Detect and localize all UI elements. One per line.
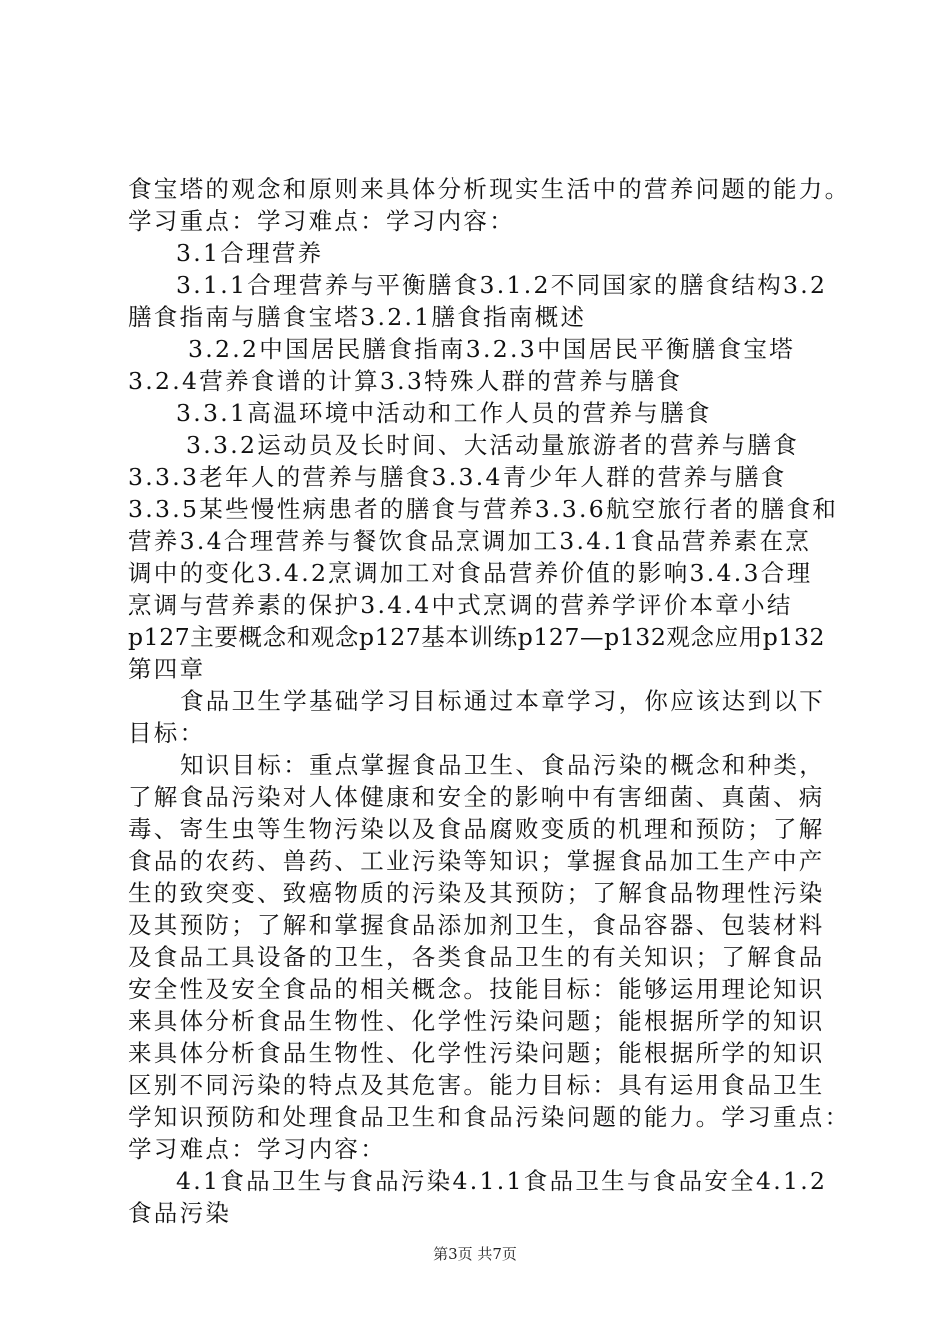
body-text-line: 3.2.4营养食谱的计算3.3特殊人群的营养与膳食 bbox=[128, 367, 683, 395]
page-number-footer: 第3页 共7页 bbox=[433, 1245, 517, 1263]
body-text-line: 4.1食品卫生与食品污染4.1.1食品卫生与食品安全4.1.2 bbox=[176, 1167, 828, 1195]
body-text-line: 3.2.2中国居民膳食指南3.2.3中国居民平衡膳食宝塔 bbox=[188, 335, 795, 363]
section-heading: 3.1合理营养 bbox=[176, 239, 324, 267]
body-text-line: 来具体分析食品生物性、化学性污染问题；能根据所学的知识 bbox=[128, 1039, 825, 1067]
body-text-line: 区别不同污染的特点及其危害。能力目标：具有运用食品卫生 bbox=[128, 1071, 825, 1099]
body-text-line: 学习难点：学习内容： bbox=[128, 1135, 386, 1163]
body-text-line: 及食品工具设备的卫生，各类食品卫生的有关知识；了解食品 bbox=[128, 943, 825, 971]
body-text-line: 学知识预防和处理食品卫生和食品污染问题的能力。学习重点： bbox=[128, 1103, 851, 1131]
body-text-line: 毒、寄生虫等生物污染以及食品腐败变质的机理和预防；了解 bbox=[128, 815, 825, 843]
body-text-line: 食宝塔的观念和原则来具体分析现实生活中的营养问题的能力。 bbox=[128, 175, 851, 203]
body-text-line: 知识目标：重点掌握食品卫生、食品污染的概念和种类， bbox=[180, 751, 825, 779]
body-text-line: 安全性及安全食品的相关概念。技能目标：能够运用理论知识 bbox=[128, 975, 825, 1003]
body-text-line: 食品污染 bbox=[128, 1199, 232, 1227]
body-text-line: 学习重点：学习难点：学习内容： bbox=[128, 207, 515, 235]
body-text-line: 生的致突变、致癌物质的污染及其预防；了解食品物理性污染 bbox=[128, 879, 825, 907]
body-text-line: 3.3.2运动员及长时间、大活动量旅游者的营养与膳食 bbox=[186, 431, 800, 459]
body-text-line: 膳食指南与膳食宝塔3.2.1膳食指南概述 bbox=[128, 303, 587, 331]
body-text-line: 目标： bbox=[128, 719, 206, 747]
body-text-line: 了解食品污染对人体健康和安全的影响中有害细菌、真菌、病 bbox=[128, 783, 825, 811]
body-text-line: 3.3.5某些慢性病患者的膳食与营养3.3.6航空旅行者的膳食和 bbox=[128, 495, 839, 523]
body-text-line: 食品卫生学基础学习目标通过本章学习，你应该达到以下 bbox=[180, 687, 825, 715]
body-text-line: 烹调与营养素的保护3.4.4中式烹调的营养学评价本章小结 bbox=[128, 591, 793, 619]
body-text-line: 调中的变化3.4.2烹调加工对食品营养价值的影响3.4.3合理 bbox=[128, 559, 813, 587]
body-text-line: 3.1.1合理营养与平衡膳食3.1.2不同国家的膳食结构3.2 bbox=[176, 271, 828, 299]
body-text-line: p127主要概念和观念p127基本训练p127—p132观念应用p132 bbox=[128, 623, 826, 651]
body-text-line: 3.3.3老年人的营养与膳食3.3.4青少年人群的营养与膳食 bbox=[128, 463, 787, 491]
body-text-line: 来具体分析食品生物性、化学性污染问题；能根据所学的知识 bbox=[128, 1007, 825, 1035]
chapter-heading: 第四章 bbox=[128, 655, 206, 683]
body-text-line: 营养3.4合理营养与餐饮食品烹调加工3.4.1食品营养素在烹 bbox=[128, 527, 812, 555]
body-text-line: 及其预防；了解和掌握食品添加剂卫生，食品容器、包装材料 bbox=[128, 911, 825, 939]
body-text-line: 食品的农药、兽药、工业污染等知识；掌握食品加工生产中产 bbox=[128, 847, 825, 875]
body-text-line: 3.3.1高温环境中活动和工作人员的营养与膳食 bbox=[176, 399, 712, 427]
